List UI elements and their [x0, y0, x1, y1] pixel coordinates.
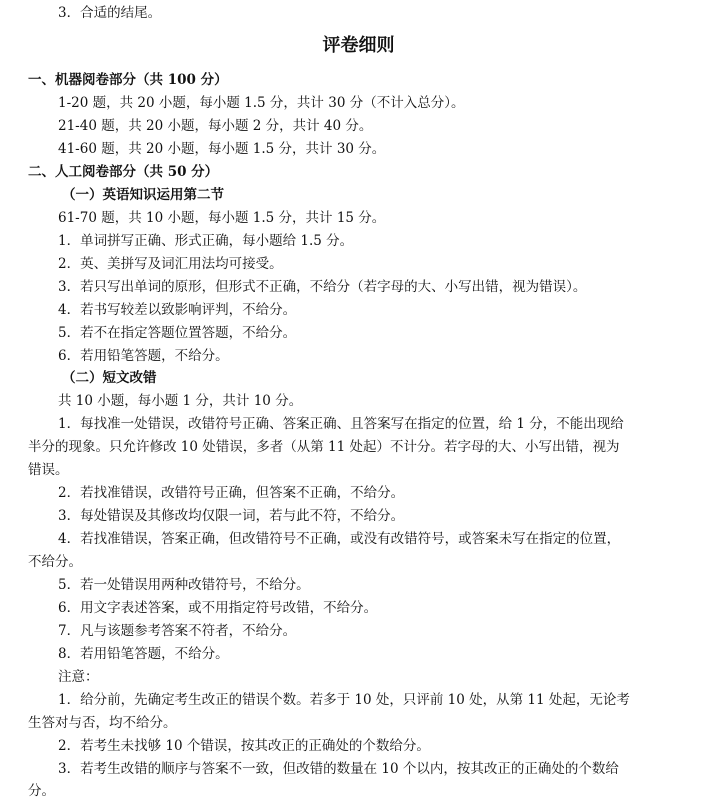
part2-rule2: 2．若找准错误，改错符号正确，但答案不正确，不给分。: [58, 485, 405, 501]
note1-line: 生答对与否，均不给分。: [28, 715, 177, 731]
part2-rule8: 8．若用铅笔答题，不给分。: [58, 646, 229, 662]
part2-rule1-line: 1．每找准一处错误，改错符号正确、答案正确、且答案写在指定的位置，给 1 分，不能出现给: [58, 416, 624, 432]
part2-rule3: 3．每处错误及其修改均仅限一词，若与此不符，不给分。: [58, 508, 405, 524]
part2-summary: 共 10 小题，每小题 1 分，共计 10 分。: [58, 393, 303, 409]
part1-rule: 3．若只写出单词的原形，但形式不正确，不给分（若字母的大、小写出错，视为错误）。: [58, 279, 587, 295]
note3-line: 分。: [28, 783, 55, 799]
note1-line: 1．给分前，先确定考生改正的错误个数。若多于 10 处，只评前 10 处，从第 11 处起，无论考: [58, 692, 630, 708]
section2-heading: 二、人工阅卷部分（共 50 分）: [28, 164, 219, 180]
part1-summary: 61-70 题，共 10 小题，每小题 1.5 分，共计 15 分。: [58, 210, 386, 226]
section1-line: 21-40 题，共 20 小题，每小题 2 分，共计 40 分。: [58, 118, 373, 134]
part1-rule: 2．英、美拼写及词汇用法均可接受。: [58, 256, 283, 272]
part1-rule: 5．若不在指定答题位置答题，不给分。: [58, 325, 297, 341]
part2-heading: （二）短文改错: [62, 370, 157, 386]
note2: 2．若考生未找够 10 个错误，按其改正的正确处的个数给分。: [58, 738, 430, 754]
part1-rule: 1．单词拼写正确、形式正确，每小题给 1.5 分。: [58, 233, 354, 249]
part2-rule7: 7．凡与该题参考答案不符者，不给分。: [58, 623, 297, 639]
note-label: 注意：: [58, 669, 99, 685]
part2-rule4-line: 不给分。: [28, 554, 82, 570]
section1-line: 41-60 题，共 20 小题，每小题 1.5 分，共计 30 分。: [58, 141, 386, 157]
part1-heading: （一）英语知识运用第二节: [62, 187, 224, 203]
page-title: 评卷细则: [322, 35, 395, 56]
part2-rule1-line: 半分的现象。只允许修改 10 处错误，多者（从第 11 处起）不计分。若字母的大、小写出错，视为: [28, 439, 620, 455]
part2-rule4-line: 4．若找准错误，答案正确，但改错符号不正确，或没有改错符号，或答案未写在指定的位置，: [58, 531, 621, 547]
intro-item: 3．合适的结尾。: [58, 5, 162, 21]
part1-rule: 4．若书写较差以致影响评判，不给分。: [58, 302, 297, 318]
part2-rule5: 5．若一处错误用两种改错符号，不给分。: [58, 577, 310, 593]
part2-rule6: 6．用文字表述答案，或不用指定符号改错，不给分。: [58, 600, 378, 616]
note3-line: 3．若考生改错的顺序与答案不一致，但改错的数量在 10 个以内，按其改正的正确处的个数给: [58, 761, 619, 777]
part2-rule1-line: 错误。: [28, 462, 69, 478]
section1-heading: 一、机器阅卷部分（共 100 分）: [28, 72, 228, 88]
section1-line: 1-20 题，共 20 小题，每小题 1.5 分，共计 30 分（不计入总分）。: [58, 95, 465, 111]
part1-rule: 6．若用铅笔答题，不给分。: [58, 348, 229, 364]
